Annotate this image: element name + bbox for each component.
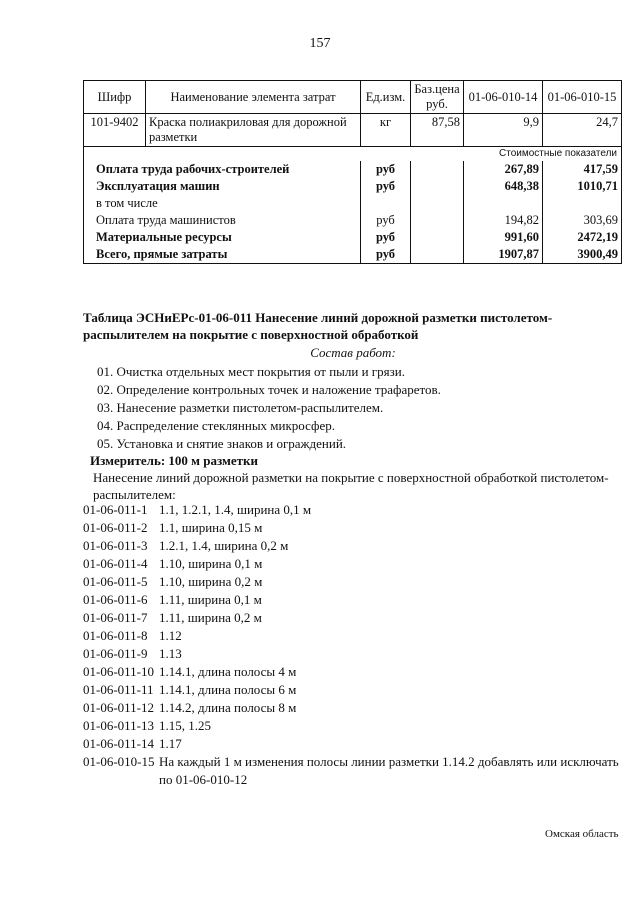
cost-table xyxy=(83,80,622,264)
item-code: 01-06-011-12 xyxy=(83,700,155,715)
summary-label: Всего, прямые затраты xyxy=(84,246,361,264)
item-code: 01-06-011-3 xyxy=(83,538,148,553)
summary-v15 xyxy=(543,195,622,212)
summary-empty xyxy=(411,161,464,178)
summary-v15: 303,69 xyxy=(543,212,622,229)
header-name: Наименование элемента затрат xyxy=(146,81,361,114)
list-item: 05. Установка и снятие знаков и ограждений. xyxy=(97,436,347,451)
table-row xyxy=(84,229,622,246)
item-text-line: На каждый 1 м изменения полосы линии разметки 1.14.2 добавлять или исключать xyxy=(159,754,619,769)
material-v15: 24,7 xyxy=(543,114,622,147)
summary-unit: руб xyxy=(361,246,411,264)
material-v14: 9,9 xyxy=(464,114,543,147)
section-title-line: Таблица ЭСНиЕРс-01-06-011 Нанесение линий дорожной разметки пистолетом- xyxy=(83,310,553,325)
summary-v14: 648,38 xyxy=(464,178,543,195)
description xyxy=(93,469,613,503)
list-item: 04. Распределение стеклянных микросфер. xyxy=(97,418,335,433)
item-text: 1.11, ширина 0,2 м xyxy=(159,610,262,625)
list-item xyxy=(83,609,623,627)
item-text: 1.10, ширина 0,1 м xyxy=(159,556,263,571)
item-code: 01-06-011-2 xyxy=(83,520,148,535)
material-name: Краска полиакриловая для дорожной разметки xyxy=(146,114,361,147)
summary-unit: руб xyxy=(361,229,411,246)
summary-unit: руб xyxy=(361,212,411,229)
section-title xyxy=(83,309,623,343)
summary-empty xyxy=(411,195,464,212)
header-code: Шифр xyxy=(84,81,146,114)
meter-label: Измеритель: 100 м разметки xyxy=(90,453,259,468)
item-text: 1.12 xyxy=(159,628,182,643)
summary-unit: руб xyxy=(361,161,411,178)
item-text: 1.14.1, длина полосы 4 м xyxy=(159,664,297,679)
item-text: 1.10, ширина 0,2 м xyxy=(159,574,263,589)
section-title-line: распылителем на покрытие с поверхностной обработкой xyxy=(83,327,419,342)
material-code: 101-9402 xyxy=(84,114,146,147)
list-item xyxy=(83,573,623,591)
table-row xyxy=(84,161,622,178)
item-code: 01-06-011-8 xyxy=(83,628,148,643)
list-item: 03. Нанесение разметки пистолетом-распылителем. xyxy=(97,400,384,415)
summary-v14: 1907,87 xyxy=(464,246,543,264)
header-col-15: 01-06-010-15 xyxy=(543,81,622,114)
item-code: 01-06-011-7 xyxy=(83,610,148,625)
item-code: 01-06-011-1 xyxy=(83,502,148,517)
item-code: 01-06-011-11 xyxy=(83,682,154,697)
item-text: 1.14.1, длина полосы 6 м xyxy=(159,682,297,697)
summary-label: в том числе xyxy=(84,195,361,212)
summary-v14: 267,89 xyxy=(464,161,543,178)
works-list xyxy=(97,363,637,453)
summary-unit xyxy=(361,195,411,212)
summary-label: Оплата труда рабочих-строителей xyxy=(84,161,361,178)
section-caption-row xyxy=(84,147,622,162)
summary-v15: 1010,71 xyxy=(543,178,622,195)
summary-label: Оплата труда машинистов xyxy=(84,212,361,229)
summary-v15: 3900,49 xyxy=(543,246,622,264)
item-code: 01-06-010-15 xyxy=(83,754,155,769)
summary-label: Материальные ресурсы xyxy=(84,229,361,246)
list-item: 02. Определение контрольных точек и наложение трафаретов. xyxy=(97,382,441,397)
item-text: 1.15, 1.25 xyxy=(159,718,211,733)
list-item xyxy=(83,717,623,735)
items-list xyxy=(83,501,623,789)
item-text: 1.11, ширина 0,1 м xyxy=(159,592,262,607)
list-item xyxy=(83,735,623,753)
table-row xyxy=(84,246,622,264)
table-row xyxy=(84,114,622,147)
summary-v14 xyxy=(464,195,543,212)
item-code: 01-06-011-4 xyxy=(83,556,148,571)
list-item xyxy=(83,627,623,645)
item-text: 1.1, 1.2.1, 1.4, ширина 0,1 м xyxy=(159,502,312,517)
material-unit: кг xyxy=(361,114,411,147)
list-item xyxy=(83,645,623,663)
list-item xyxy=(83,519,623,537)
item-text: 1.14.2, длина полосы 8 м xyxy=(159,700,297,715)
summary-empty xyxy=(411,212,464,229)
summary-v14: 194,82 xyxy=(464,212,543,229)
material-base-price: 87,58 xyxy=(411,114,464,147)
header-col-14: 01-06-010-14 xyxy=(464,81,543,114)
table-row xyxy=(84,195,622,212)
table-header-row xyxy=(84,81,622,114)
item-code: 01-06-011-5 xyxy=(83,574,148,589)
table-row xyxy=(84,212,622,229)
summary-v14: 991,60 xyxy=(464,229,543,246)
list-item xyxy=(83,501,623,519)
item-text: 1.2.1, 1.4, ширина 0,2 м xyxy=(159,538,289,553)
item-text: 1.17 xyxy=(159,736,182,751)
item-text: 1.1, ширина 0,15 м xyxy=(159,520,263,535)
header-unit: Ед.изм. xyxy=(361,81,411,114)
list-item xyxy=(83,663,623,681)
summary-empty xyxy=(411,178,464,195)
item-code: 01-06-011-6 xyxy=(83,592,148,607)
header-base-price: Баз.цена руб. xyxy=(411,81,464,114)
item-code: 01-06-011-9 xyxy=(83,646,148,661)
section-caption: Стоимостные показатели xyxy=(84,147,622,162)
summary-v15: 2472,19 xyxy=(543,229,622,246)
summary-empty xyxy=(411,229,464,246)
list-item xyxy=(83,555,623,573)
list-item: 01. Очистка отдельных мест покрытия от пыли и грязи. xyxy=(97,364,405,379)
summary-empty xyxy=(411,246,464,264)
item-code: 01-06-011-10 xyxy=(83,664,155,679)
description-line: Нанесение линий дорожной разметки на покрытие с поверхностной обработкой пистолетом- xyxy=(93,470,609,485)
item-text: 1.13 xyxy=(159,646,182,661)
list-item xyxy=(83,699,623,717)
list-item xyxy=(83,753,623,789)
description-line: распылителем: xyxy=(93,487,176,502)
summary-unit: руб xyxy=(361,178,411,195)
summary-v15: 417,59 xyxy=(543,161,622,178)
item-text-line: по 01-06-010-12 xyxy=(159,772,248,787)
item-code: 01-06-011-14 xyxy=(83,736,155,751)
list-item xyxy=(83,591,623,609)
page-number: 157 xyxy=(309,36,331,51)
item-code: 01-06-011-13 xyxy=(83,718,155,733)
list-item xyxy=(83,681,623,699)
item-text xyxy=(155,753,623,789)
footer-region: Омская область xyxy=(545,828,619,840)
composition-label: Состав работ: xyxy=(310,345,396,360)
summary-label: Эксплуатация машин xyxy=(84,178,361,195)
list-item xyxy=(83,537,623,555)
table-row xyxy=(84,178,622,195)
